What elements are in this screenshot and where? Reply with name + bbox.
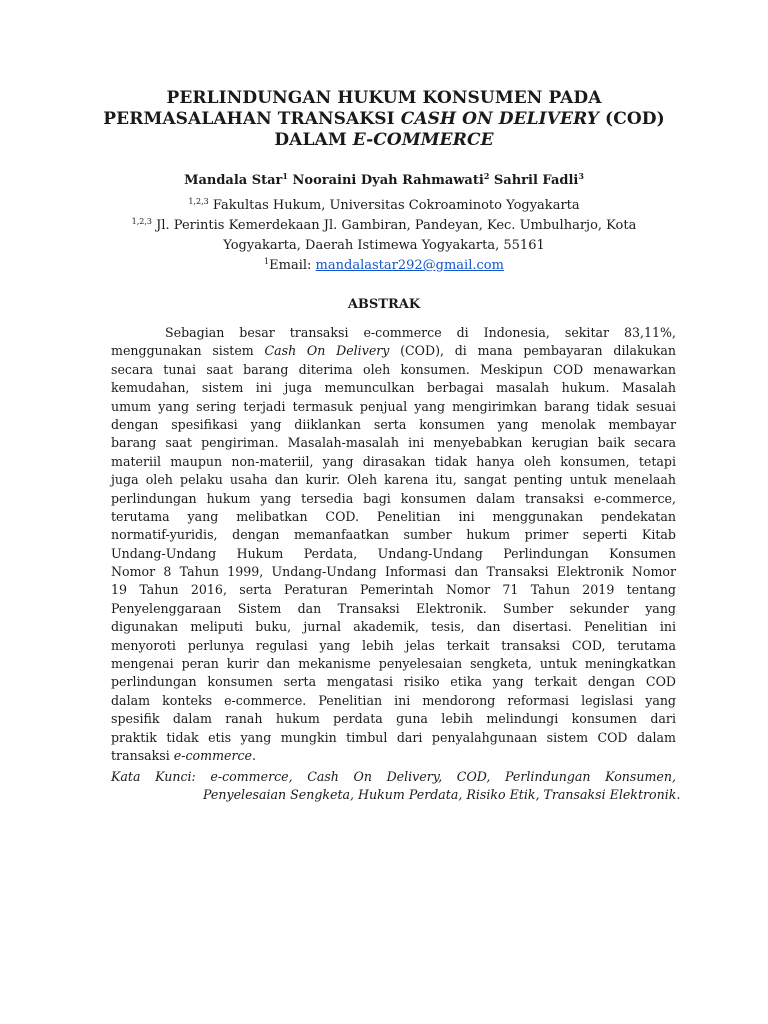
abstract-text: terutama yang melibatkan COD. Penelitian ini menggunakan pendekatan [111,508,676,524]
affiliation-address-2: Yogyakarta, Daerah Istimewa Yogyakarta, 55161 [223,238,545,253]
abstract-line [111,434,676,452]
abstract-text: menggunakan sistem [111,343,265,359]
author-1: Mandala Star [184,173,283,188]
abstract-line [111,342,676,360]
affiliation-address-1 [100,216,668,236]
abstract-line [111,324,676,342]
affiliation-faculty [100,196,668,216]
abstract-line [111,508,676,526]
abstract-line [111,729,676,747]
abstract-line [111,637,676,655]
paper-title [80,88,688,151]
abstract-text: Undang-Undang Hukum Perdata, Undang-Undang Perlindungan Konsumen [111,545,676,561]
abstract-text: spesifik dalam ranah hukum perdata guna lebih melindungi konsumen dari [111,711,676,727]
title-line-1: PERLINDUNGAN HUKUM KONSUMEN PADA [166,88,602,108]
abstract-line [111,471,676,489]
author-list [80,172,688,190]
email-sup: 1 [264,257,270,266]
abstract-text: 19 Tahun 2016, serta Peraturan Pemerintah Nomor 71 Tahun 2019 tentang [111,582,676,598]
abstract-line [111,490,676,508]
abstract-text: perlindungan konsumen serta mengatasi risiko etika yang terkait dengan COD [111,674,676,690]
abstract-text: praktik tidak etis yang mungkin timbul dari penyalahgunaan sistem COD dalam [111,729,676,745]
abstract-line [111,581,676,599]
keywords-line-2: Penyelesaian Sengketa, Hukum Perdata, Risiko Etik, Transaksi Elektronik. [203,787,681,803]
title-line-2 [80,109,688,130]
title-ecommerce-italic: E-COMMERCE [352,130,494,150]
abstract-text: normatif-yuridis, dengan memanfaatkan sumber hukum primer seperti Kitab [111,527,676,543]
abstract-heading: ABSTRAK [347,297,421,312]
abstract-text: Sebagian besar transaksi e-commerce di Indonesia, sekitar 83,11%, [165,325,676,340]
affiliation-email [100,256,668,276]
title-cod-abbrev: (COD) [599,109,665,129]
abstract-line [111,526,676,544]
affiliation-block [100,196,668,276]
abstract-line [111,655,676,673]
abstract-text: umum yang sering terjadi termasuk penjual yang mengirimkan barang tidak sesuai [111,398,676,414]
abstract-line [111,710,676,728]
abstract-text: . [252,747,257,763]
abstract-text: Nomor 8 Tahun 1999, Undang-Undang Informasi dan Transaksi Elektronik Nomor [111,564,676,580]
keywords-text-1: e-commerce, Cash On Delivery, COD, Perlindungan Konsumen, [210,769,676,784]
abstract-text: juga oleh pelaku usaha dan kurir. Oleh karena itu, sangat penting untuk menelaah [111,472,676,488]
author-2-sup: 2 [483,171,490,181]
address-sup: 1,2,3 [131,217,153,226]
abstract-line [111,618,676,636]
keywords-block [111,768,681,805]
faculty-text: Fakultas Hukum, Universitas Cokroaminoto Yogyakarta [208,198,580,213]
abstract-text: dalam konteks e-commerce. Penelitian ini mendorong reformasi legislasi yang [111,692,676,708]
abstract-line [111,692,676,710]
author-3-sup: 3 [578,171,584,181]
abstract-text: barang saat pengiriman. Masalah-masalah ini menyebabkan kerugian baik secara [111,435,676,451]
address-text-1: Jl. Perintis Kemerdekaan Jl. Gambiran, Pandeyan, Kec. Umbulharjo, Kota [152,218,637,233]
abstract-line [111,379,676,397]
faculty-sup: 1,2,3 [188,197,209,206]
author-1-sup: 1 [282,171,288,181]
email-label: Email: [269,258,316,273]
abstract-text: digunakan meliputi buku, jurnal akademik, tesis, dan disertasi. Penelitian ini [111,619,676,635]
abstract-line [111,398,676,416]
keywords-line-1 [111,768,676,786]
title-line-3 [80,130,688,151]
abstract-line [111,563,676,581]
abstract-text: (COD), di mana pembayaran dilakukan [389,343,676,359]
abstract-line [111,545,676,563]
abstract-text: Penyelenggaraan Sistem dan Transaksi Elektronik. Sumber sekunder yang [111,600,676,616]
abstract-text: dengan spesifikasi yang diiklankan serta konsumen yang menolak membayar [111,416,676,432]
abstract-line [111,361,676,379]
author-2: Nooraini Dyah Rahmawati [287,173,484,188]
abstract-text: kemudahan, sistem ini juga memunculkan berbagai masalah hukum. Masalah [111,380,676,396]
abstract-body [111,324,676,765]
abstract-text: menyoroti perlunya regulasi yang lebih jelas terkait transaksi COD, terutama [111,637,676,653]
abstract-text: materiil maupun non-materiil, yang dirasakan tidak hanya oleh konsumen, tetapi [111,453,676,469]
email-link[interactable]: mandalastar292@gmail.com [315,258,504,273]
author-3: Sahril Fadli [489,173,579,188]
abstract-line [111,673,676,691]
abstract-text: perlindungan hukum yang tersedia bagi konsumen dalam transaksi e-commerce, [111,490,676,506]
abstract-line [111,416,676,434]
abstract-italic-term: Cash On Delivery [264,343,390,359]
keywords-label: Kata Kunci: [111,769,196,784]
abstract-line [111,600,676,618]
abstract-line [111,747,676,765]
title-line-2-text: PERMASALAHAN TRANSAKSI [103,109,401,129]
title-cod-italic: CASH ON DELIVERY [400,109,600,129]
abstract-italic-term: e-commerce [173,747,253,763]
abstract-text: transaksi [111,747,174,763]
abstract-text: mengenai peran kurir dan mekanisme penyelesaian sengketa, untuk meningkatkan [111,656,676,672]
abstract-line [111,453,676,471]
title-line-3-text: DALAM [274,130,353,150]
abstract-text: secara tunai saat barang diterima oleh konsumen. Meskipun COD menawarkan [111,361,676,377]
